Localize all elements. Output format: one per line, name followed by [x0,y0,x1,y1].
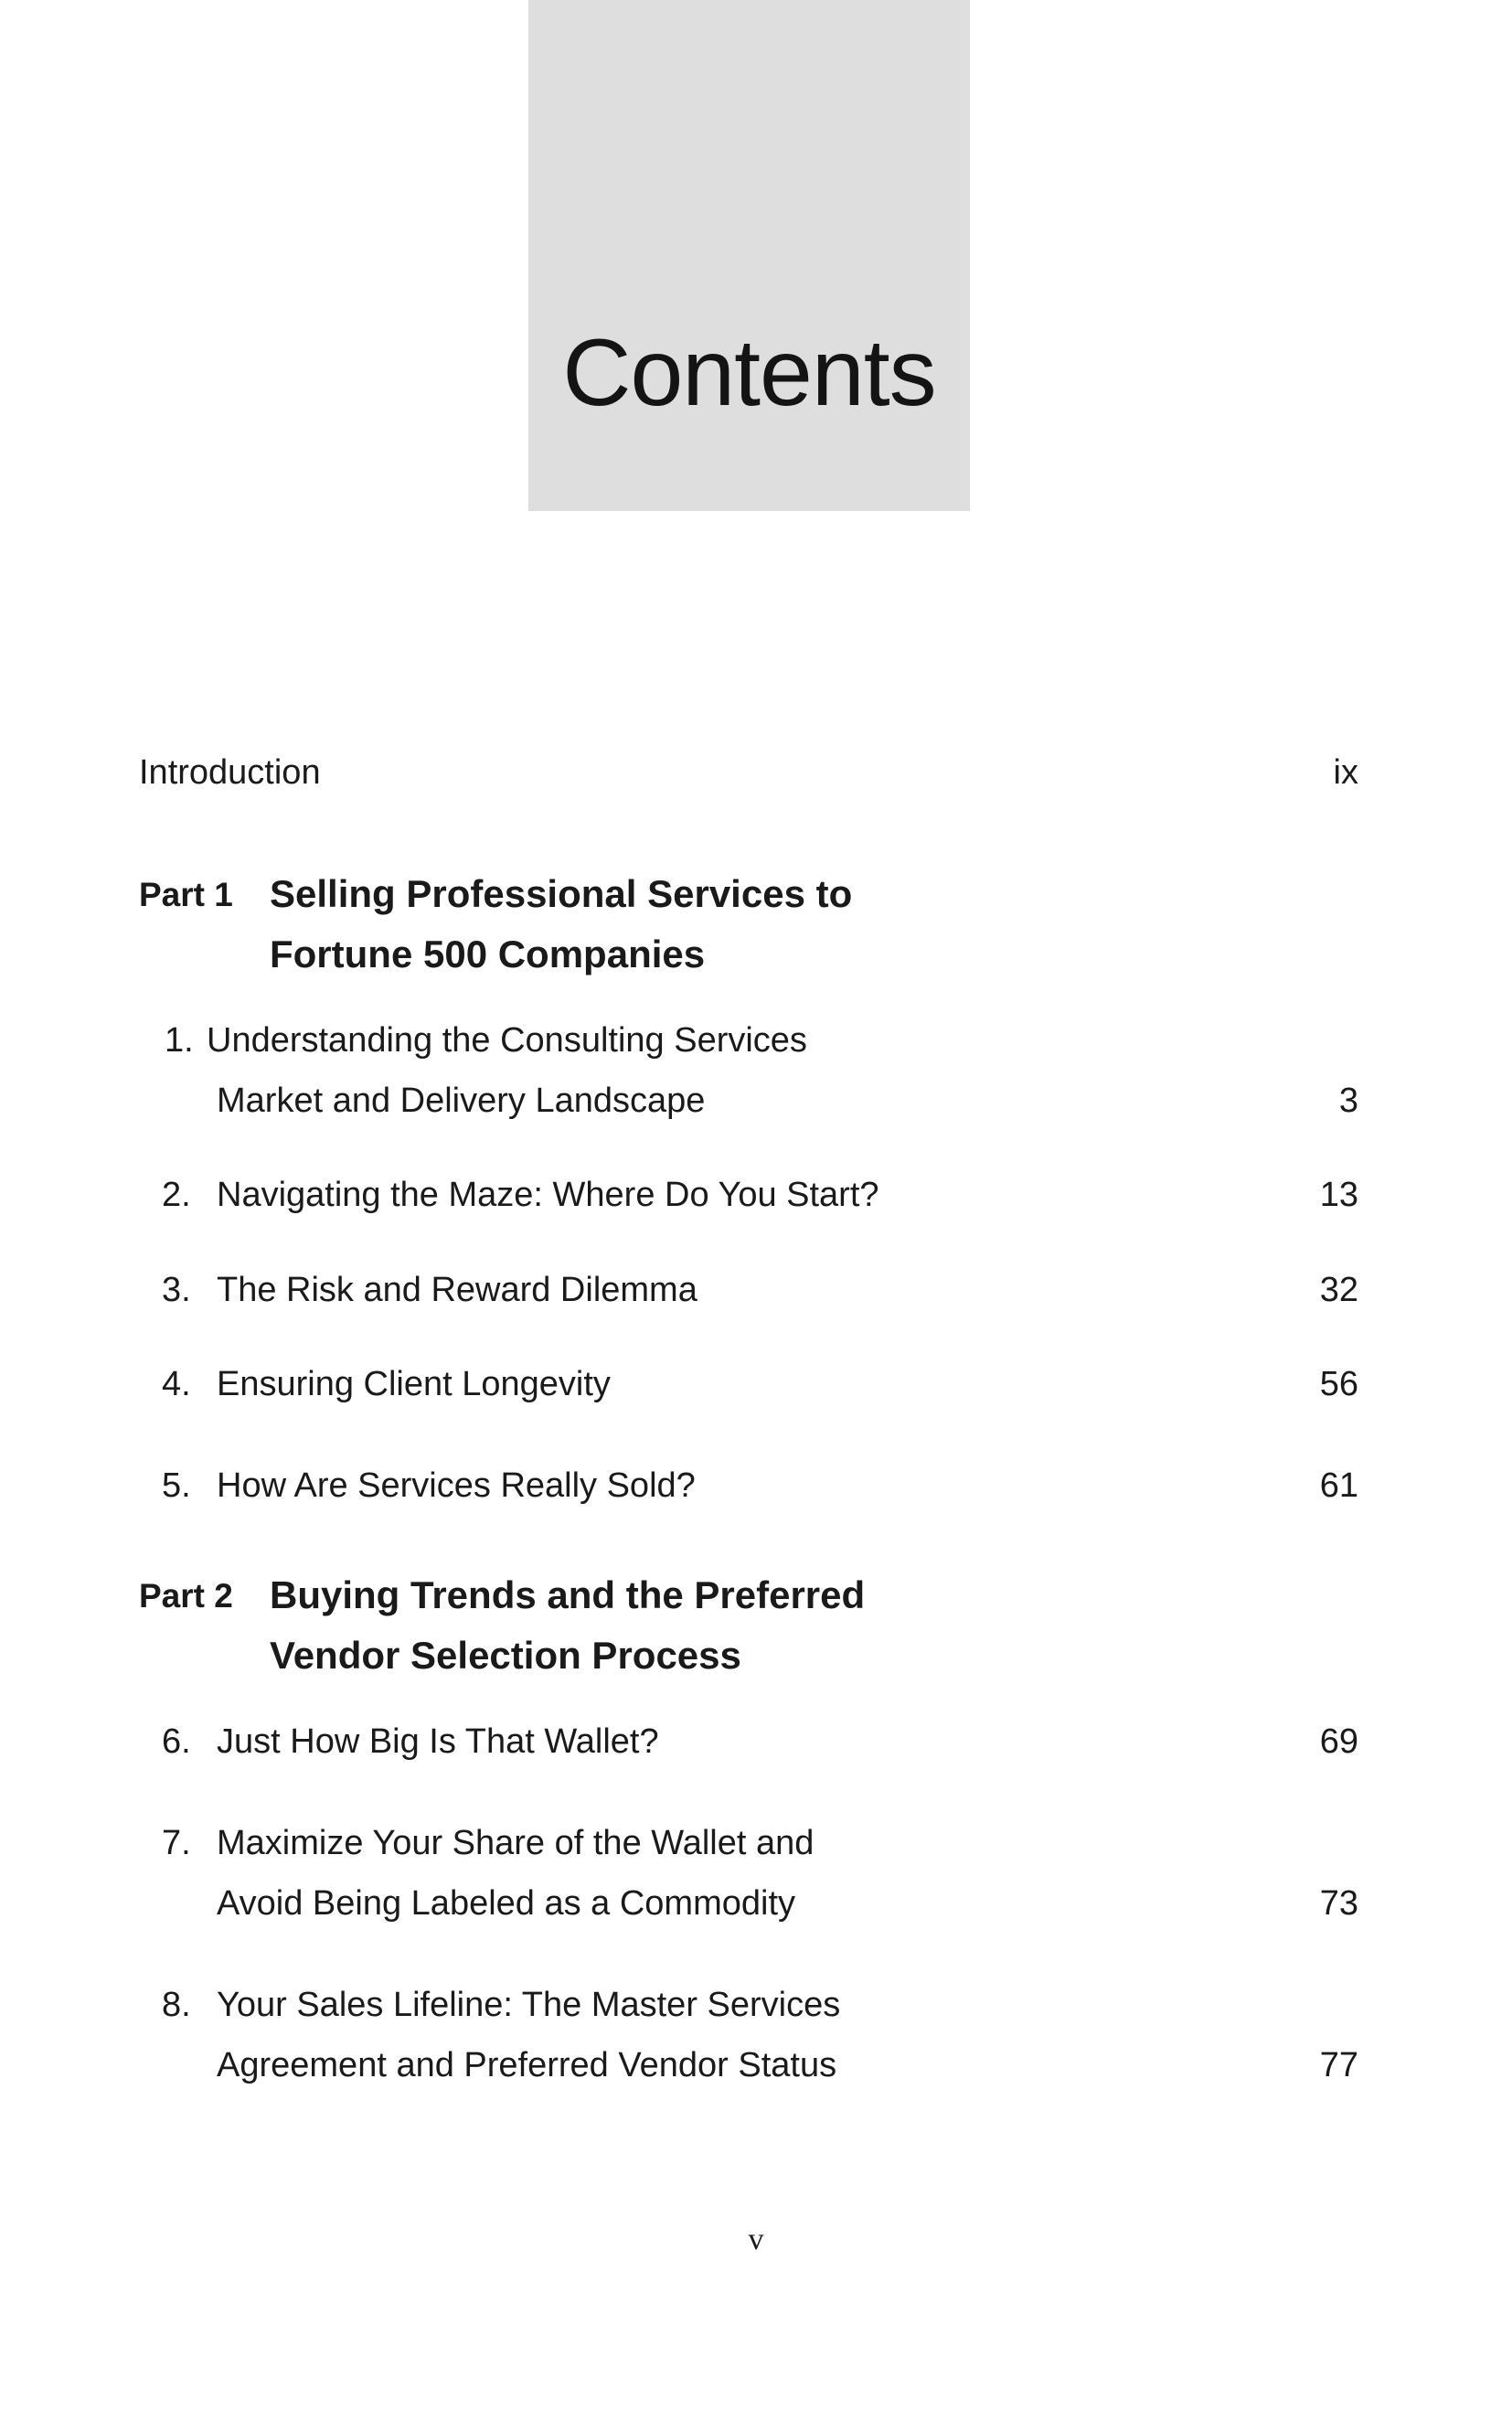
chapter-5-number: 5. [162,1466,191,1505]
chapter-2-title[interactable]: Navigating the Maze: Where Do You Start? [217,1176,879,1214]
toc-introduction-title[interactable]: Introduction [139,753,321,792]
part-2-label: Part 2 [139,1577,233,1615]
chapter-4-page[interactable]: 56 [1319,1365,1358,1403]
chapter-5-page[interactable]: 61 [1319,1466,1358,1505]
chapter-8-title-line-1[interactable]: Your Sales Lifeline: The Master Services [217,1986,841,2024]
chapter-1-title-line-1[interactable]: Understanding the Consulting Services [207,1021,807,1060]
chapter-2-number: 2. [162,1176,191,1214]
page-title: Contents [562,320,936,426]
chapter-8-page[interactable]: 77 [1319,2046,1358,2084]
chapter-3-number: 3. [162,1271,191,1309]
chapter-6-page[interactable]: 69 [1319,1722,1358,1761]
chapter-7-page[interactable]: 73 [1319,1884,1358,1923]
chapter-3-title[interactable]: The Risk and Reward Dilemma [217,1271,697,1309]
part-2-title-line-2: Vendor Selection Process [270,1634,741,1677]
chapter-2-page[interactable]: 13 [1319,1176,1358,1214]
chapter-7-title-line-1[interactable]: Maximize Your Share of the Wallet and [217,1824,815,1862]
chapter-5-title[interactable]: How Are Services Really Sold? [217,1466,696,1505]
chapter-7-title-line-2[interactable]: Avoid Being Labeled as a Commodity [217,1884,796,1923]
chapter-7-number: 7. [162,1824,191,1862]
chapter-4-number: 4. [162,1365,191,1403]
title-block [528,0,970,511]
part-1-title-line-1: Selling Professional Services to [270,872,853,915]
page-number-folio: v [748,2222,764,2256]
chapter-6-number: 6. [162,1722,191,1761]
part-1-label: Part 1 [139,876,233,913]
toc-introduction-page[interactable]: ix [1333,753,1358,792]
chapter-1-number: 1. [165,1021,194,1060]
chapter-8-number: 8. [162,1986,191,2024]
chapter-6-title[interactable]: Just How Big Is That Wallet? [217,1722,659,1761]
chapter-1-title-line-2[interactable]: Market and Delivery Landscape [217,1082,706,1120]
chapter-1-page[interactable]: 3 [1338,1082,1358,1120]
part-1-title-line-2: Fortune 500 Companies [270,933,706,975]
chapter-4-title[interactable]: Ensuring Client Longevity [217,1365,611,1403]
chapter-8-title-line-2[interactable]: Agreement and Preferred Vendor Status [217,2046,837,2084]
chapter-3-page[interactable]: 32 [1319,1271,1358,1309]
part-2-title-line-1: Buying Trends and the Preferred [270,1573,866,1616]
